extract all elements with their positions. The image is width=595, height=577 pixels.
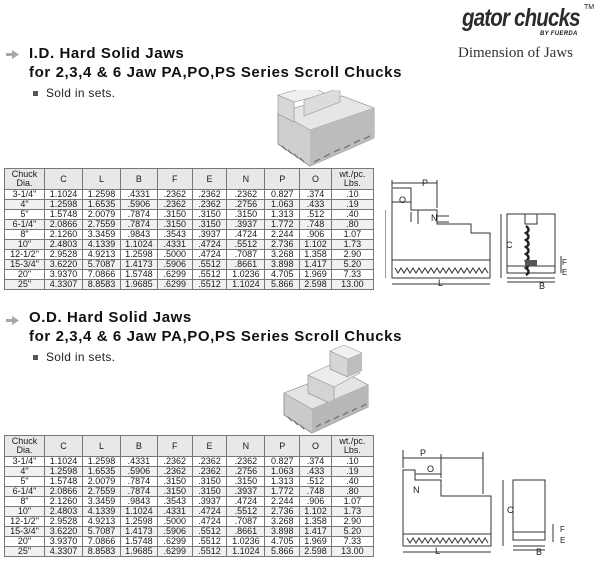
table-cell: .6299 — [157, 547, 192, 557]
table-cell: 1.417 — [300, 260, 332, 270]
table-cell: .2362 — [192, 457, 227, 467]
table-cell: 4" — [5, 200, 45, 210]
table-cell: 1.1024 — [120, 507, 157, 517]
table-cell: 1.1024 — [227, 547, 265, 557]
table-row — [5, 517, 374, 527]
column-header: B — [120, 169, 157, 190]
table-cell: .3150 — [157, 220, 192, 230]
table-cell: 2.598 — [300, 280, 332, 290]
table-cell: .10 — [331, 190, 373, 200]
table-cell: .5906 — [120, 200, 157, 210]
table-cell: .3937 — [227, 220, 265, 230]
table-cell: 5" — [5, 210, 45, 220]
table-cell: 7.33 — [331, 270, 373, 280]
table-cell: .3937 — [192, 497, 227, 507]
table-row — [5, 200, 374, 210]
dim-label-c: C — [506, 240, 513, 250]
table-cell: .4331 — [157, 507, 192, 517]
table-cell: .2756 — [227, 200, 265, 210]
table-cell: 2.90 — [331, 250, 373, 260]
table-cell: 13.00 — [331, 547, 373, 557]
table-cell: .2362 — [157, 190, 192, 200]
dim-label-e: E — [562, 268, 568, 277]
table-cell: 3.268 — [265, 517, 300, 527]
table-row — [5, 220, 374, 230]
table-cell: 3.3459 — [83, 230, 121, 240]
table-cell: .2362 — [192, 200, 227, 210]
table-cell: .3150 — [157, 210, 192, 220]
table-cell: 1.063 — [265, 200, 300, 210]
brand-trademark: TM — [584, 4, 595, 11]
table-cell: .80 — [331, 220, 373, 230]
table-cell: 4.3307 — [45, 547, 83, 557]
column-header: F — [157, 169, 192, 190]
table-cell: 2.0079 — [83, 477, 121, 487]
table-cell: 6-1/4" — [5, 220, 45, 230]
table-cell: 5.7087 — [83, 260, 121, 270]
table-cell: 4.9213 — [83, 250, 121, 260]
table-cell: 1.2598 — [120, 250, 157, 260]
table-cell: 6-1/4" — [5, 487, 45, 497]
table-cell: .3150 — [192, 487, 227, 497]
table-cell: 20" — [5, 537, 45, 547]
table-cell: .3543 — [157, 497, 192, 507]
table-cell: .3150 — [157, 487, 192, 497]
table-cell: 1.969 — [300, 537, 332, 547]
table-row — [5, 280, 374, 290]
arrow-icon — [6, 316, 19, 325]
id-jaw-photo — [270, 90, 380, 170]
table-cell: 5.866 — [265, 547, 300, 557]
table-cell: 1.102 — [300, 507, 332, 517]
dim-label-f: F — [562, 258, 567, 267]
column-header: N — [227, 169, 265, 190]
table-cell: 8" — [5, 497, 45, 507]
table-cell: 1.6535 — [83, 200, 121, 210]
table-cell: .7874 — [120, 210, 157, 220]
table-cell: .2362 — [157, 457, 192, 467]
column-header: E — [192, 436, 227, 457]
table-cell: .748 — [300, 220, 332, 230]
table-cell: 10" — [5, 507, 45, 517]
table-cell: 7.0866 — [83, 270, 121, 280]
table-cell: .5512 — [192, 280, 227, 290]
table-row — [5, 547, 374, 557]
table-cell: .3150 — [192, 210, 227, 220]
table-cell: .5512 — [192, 537, 227, 547]
table-cell: 3.898 — [265, 260, 300, 270]
table-cell: 25" — [5, 280, 45, 290]
id-jaws-table — [4, 168, 374, 290]
dim-label-p: P — [420, 448, 427, 458]
table-row — [5, 497, 374, 507]
table-row — [5, 537, 374, 547]
table-row — [5, 260, 374, 270]
od-jaws-table — [4, 435, 374, 557]
table-cell: .512 — [300, 477, 332, 487]
column-header: E — [192, 169, 227, 190]
table-cell: 1.772 — [265, 487, 300, 497]
table-cell: 25" — [5, 547, 45, 557]
table-cell: 1.0236 — [227, 537, 265, 547]
table-cell: 4.705 — [265, 270, 300, 280]
table-row — [5, 467, 374, 477]
sold-in-sets-note: Sold in sets. — [46, 350, 116, 364]
table-cell: 2.4803 — [45, 240, 83, 250]
table-cell: 2.90 — [331, 517, 373, 527]
table-cell: .3150 — [227, 477, 265, 487]
table-cell: 2.9528 — [45, 517, 83, 527]
table-cell: 8" — [5, 230, 45, 240]
table-cell: 1.6535 — [83, 467, 121, 477]
table-row — [5, 230, 374, 240]
table-cell: 1.358 — [300, 250, 332, 260]
table-row — [5, 487, 374, 497]
table-row — [5, 210, 374, 220]
table-cell: 2.9528 — [45, 250, 83, 260]
table-cell: 10" — [5, 240, 45, 250]
table-cell: 1.358 — [300, 517, 332, 527]
table-cell: 3.9370 — [45, 270, 83, 280]
table-cell: 4.9213 — [83, 517, 121, 527]
sold-in-sets-note: Sold in sets. — [46, 86, 116, 100]
table-cell: 1.07 — [331, 497, 373, 507]
table-cell: .5512 — [192, 260, 227, 270]
table-cell: 5.20 — [331, 527, 373, 537]
column-header: O — [300, 169, 332, 190]
table-cell: .374 — [300, 190, 332, 200]
table-cell: 4" — [5, 467, 45, 477]
table-cell: 2.736 — [265, 240, 300, 250]
table-cell: 2.4803 — [45, 507, 83, 517]
table-cell: 1.1024 — [120, 240, 157, 250]
table-cell: .9843 — [120, 230, 157, 240]
table-cell: 1.1024 — [45, 190, 83, 200]
table-cell: 2.244 — [265, 497, 300, 507]
column-header: P — [265, 436, 300, 457]
dim-label-c: C — [507, 505, 514, 515]
table-cell: 3-1/4" — [5, 457, 45, 467]
table-cell: 5.7087 — [83, 527, 121, 537]
table-cell: .4331 — [120, 190, 157, 200]
table-cell: 1.313 — [265, 210, 300, 220]
table-cell: .906 — [300, 497, 332, 507]
table-row — [5, 527, 374, 537]
table-row — [5, 190, 374, 200]
table-cell: 2.244 — [265, 230, 300, 240]
table-cell: .4724 — [227, 230, 265, 240]
table-cell: 1.2598 — [45, 467, 83, 477]
table-cell: 7.0866 — [83, 537, 121, 547]
table-cell: 2.0866 — [45, 220, 83, 230]
table-cell: .5512 — [227, 507, 265, 517]
table-cell: 1.417 — [300, 527, 332, 537]
table-cell: .80 — [331, 487, 373, 497]
table-cell: 3.898 — [265, 527, 300, 537]
table-cell: 1.5748 — [120, 537, 157, 547]
dim-label-o: O — [399, 195, 407, 205]
table-cell: 1.5748 — [45, 477, 83, 487]
table-cell: 3.6220 — [45, 260, 83, 270]
table-cell: .2756 — [227, 467, 265, 477]
table-cell: 1.969 — [300, 270, 332, 280]
table-cell: 1.4173 — [120, 527, 157, 537]
table-row — [5, 507, 374, 517]
column-header: wt./pc. Lbs. — [331, 436, 373, 457]
column-header: wt./pc. Lbs. — [331, 169, 373, 190]
od-jaw-photo — [272, 345, 372, 437]
table-cell: .512 — [300, 210, 332, 220]
section-title-id-jaws: I.D. Hard Solid Jaws — [29, 45, 185, 62]
table-cell: .2362 — [227, 457, 265, 467]
table-cell: 2.598 — [300, 547, 332, 557]
brand-subtitle: BY FUERDA — [540, 31, 578, 37]
table-header-row — [5, 436, 374, 457]
table-cell: .5512 — [192, 270, 227, 280]
table-cell: .3150 — [192, 220, 227, 230]
table-cell: .906 — [300, 230, 332, 240]
table-cell: .8661 — [227, 527, 265, 537]
dim-label-e: E — [560, 536, 566, 545]
column-header: B — [120, 436, 157, 457]
table-cell: 1.0236 — [227, 270, 265, 280]
dim-label-l: L — [435, 546, 441, 556]
table-cell: .3150 — [157, 477, 192, 487]
table-row — [5, 270, 374, 280]
table-cell: .6299 — [157, 537, 192, 547]
table-cell: 3.3459 — [83, 497, 121, 507]
section-subtitle-od-jaws: for 2,3,4 & 6 Jaw PA,PO,PS Series Scroll Chucks — [29, 328, 403, 345]
table-cell: .8661 — [227, 260, 265, 270]
table-cell: .433 — [300, 467, 332, 477]
table-cell: .7874 — [120, 477, 157, 487]
table-cell: .4724 — [192, 517, 227, 527]
dim-label-b: B — [539, 281, 546, 291]
table-cell: 0.827 — [265, 190, 300, 200]
table-cell: 1.73 — [331, 507, 373, 517]
arrow-icon — [6, 50, 19, 59]
dim-label-n: N — [431, 213, 438, 223]
dim-label-l: L — [438, 278, 444, 288]
table-cell: 0.827 — [265, 457, 300, 467]
table-cell: .2362 — [192, 190, 227, 200]
table-cell: .3150 — [192, 477, 227, 487]
column-header: L — [83, 169, 121, 190]
table-cell: 2.1260 — [45, 497, 83, 507]
dim-label-o: O — [427, 464, 435, 474]
table-cell: .40 — [331, 477, 373, 487]
table-cell: .19 — [331, 467, 373, 477]
table-cell: 1.102 — [300, 240, 332, 250]
table-cell: 8.8583 — [83, 280, 121, 290]
table-cell: .5512 — [192, 547, 227, 557]
column-header: C — [45, 169, 83, 190]
table-cell: 3.268 — [265, 250, 300, 260]
table-cell: .3937 — [227, 487, 265, 497]
table-cell: .2362 — [192, 467, 227, 477]
table-cell: 4.705 — [265, 537, 300, 547]
dim-label-p: P — [422, 178, 429, 188]
column-header: O — [300, 436, 332, 457]
table-cell: 3.9370 — [45, 537, 83, 547]
table-cell: 5.866 — [265, 280, 300, 290]
dim-label-f: F — [560, 525, 565, 534]
table-cell: 15-3/4" — [5, 260, 45, 270]
table-cell: 13.00 — [331, 280, 373, 290]
table-cell: .5906 — [157, 260, 192, 270]
table-cell: 1.9685 — [120, 547, 157, 557]
table-row — [5, 250, 374, 260]
table-cell: .4724 — [192, 240, 227, 250]
table-cell: 1.07 — [331, 230, 373, 240]
table-cell: 2.7559 — [83, 220, 121, 230]
table-cell: .4724 — [227, 497, 265, 507]
column-header: F — [157, 436, 192, 457]
table-row — [5, 457, 374, 467]
table-cell: .2362 — [227, 190, 265, 200]
table-cell: 1.1024 — [227, 280, 265, 290]
column-header: N — [227, 436, 265, 457]
brand-name: gator chucks — [462, 4, 580, 32]
page-title: Dimension of Jaws — [458, 45, 573, 61]
table-cell: .5512 — [192, 527, 227, 537]
table-cell: .19 — [331, 200, 373, 210]
section-subtitle-id-jaws: for 2,3,4 & 6 Jaw PA,PO,PS Series Scroll Chucks — [29, 64, 403, 81]
table-cell: 2.0866 — [45, 487, 83, 497]
dim-label-b: B — [536, 547, 543, 557]
table-cell: 2.0079 — [83, 210, 121, 220]
table-cell: 3.6220 — [45, 527, 83, 537]
table-cell: 1.2598 — [45, 200, 83, 210]
table-cell: .5000 — [157, 517, 192, 527]
column-header: C — [45, 436, 83, 457]
table-cell: .5906 — [120, 467, 157, 477]
table-cell: 2.1260 — [45, 230, 83, 240]
column-header: Chuck Dia. — [5, 436, 45, 457]
table-cell: 1.772 — [265, 220, 300, 230]
table-cell: .7087 — [227, 517, 265, 527]
table-cell: .6299 — [157, 270, 192, 280]
table-cell: 1.5748 — [45, 210, 83, 220]
table-cell: .40 — [331, 210, 373, 220]
table-cell: 1.5748 — [120, 270, 157, 280]
column-header: Chuck Dia. — [5, 169, 45, 190]
table-cell: .4331 — [120, 457, 157, 467]
table-cell: 1.313 — [265, 477, 300, 487]
table-cell: 1.73 — [331, 240, 373, 250]
table-cell: .10 — [331, 457, 373, 467]
table-cell: 12-1/2" — [5, 250, 45, 260]
table-cell: 1.2598 — [83, 457, 121, 467]
table-cell: .2362 — [157, 467, 192, 477]
table-cell: 1.2598 — [83, 190, 121, 200]
table-cell: 5" — [5, 477, 45, 487]
table-cell: .3150 — [227, 210, 265, 220]
table-cell: .7874 — [120, 487, 157, 497]
table-cell: .7874 — [120, 220, 157, 230]
table-cell: 4.3307 — [45, 280, 83, 290]
table-row — [5, 240, 374, 250]
column-header: L — [83, 436, 121, 457]
table-cell: 7.33 — [331, 537, 373, 547]
table-header-row — [5, 169, 374, 190]
table-cell: .5512 — [227, 240, 265, 250]
table-cell: .3543 — [157, 230, 192, 240]
bullet-icon — [33, 355, 38, 360]
table-cell: .3937 — [192, 230, 227, 240]
column-header: P — [265, 169, 300, 190]
table-cell: 1.1024 — [45, 457, 83, 467]
table-cell: 8.8583 — [83, 547, 121, 557]
table-cell: 2.736 — [265, 507, 300, 517]
table-cell: 3-1/4" — [5, 190, 45, 200]
table-cell: 4.1339 — [83, 240, 121, 250]
table-cell: 2.7559 — [83, 487, 121, 497]
dim-label-n: N — [413, 485, 420, 495]
table-row — [5, 477, 374, 487]
table-cell: .4724 — [192, 250, 227, 260]
table-cell: .6299 — [157, 280, 192, 290]
table-cell: .5000 — [157, 250, 192, 260]
table-cell: .2362 — [157, 200, 192, 210]
table-cell: 20" — [5, 270, 45, 280]
table-cell: 1.063 — [265, 467, 300, 477]
table-cell: 1.4173 — [120, 260, 157, 270]
table-cell: .4331 — [157, 240, 192, 250]
brand-logo — [462, 4, 595, 44]
table-cell: .9843 — [120, 497, 157, 507]
table-cell: 1.9685 — [120, 280, 157, 290]
table-cell: .748 — [300, 487, 332, 497]
table-cell: .7087 — [227, 250, 265, 260]
table-cell: 5.20 — [331, 260, 373, 270]
bullet-icon — [33, 91, 38, 96]
table-cell: 4.1339 — [83, 507, 121, 517]
table-cell: .5906 — [157, 527, 192, 537]
section-title-od-jaws: O.D. Hard Solid Jaws — [29, 309, 192, 326]
table-cell: 12-1/2" — [5, 517, 45, 527]
table-cell: .374 — [300, 457, 332, 467]
table-cell: 1.2598 — [120, 517, 157, 527]
table-cell: .4724 — [192, 507, 227, 517]
table-cell: .433 — [300, 200, 332, 210]
table-cell: 15-3/4" — [5, 527, 45, 537]
